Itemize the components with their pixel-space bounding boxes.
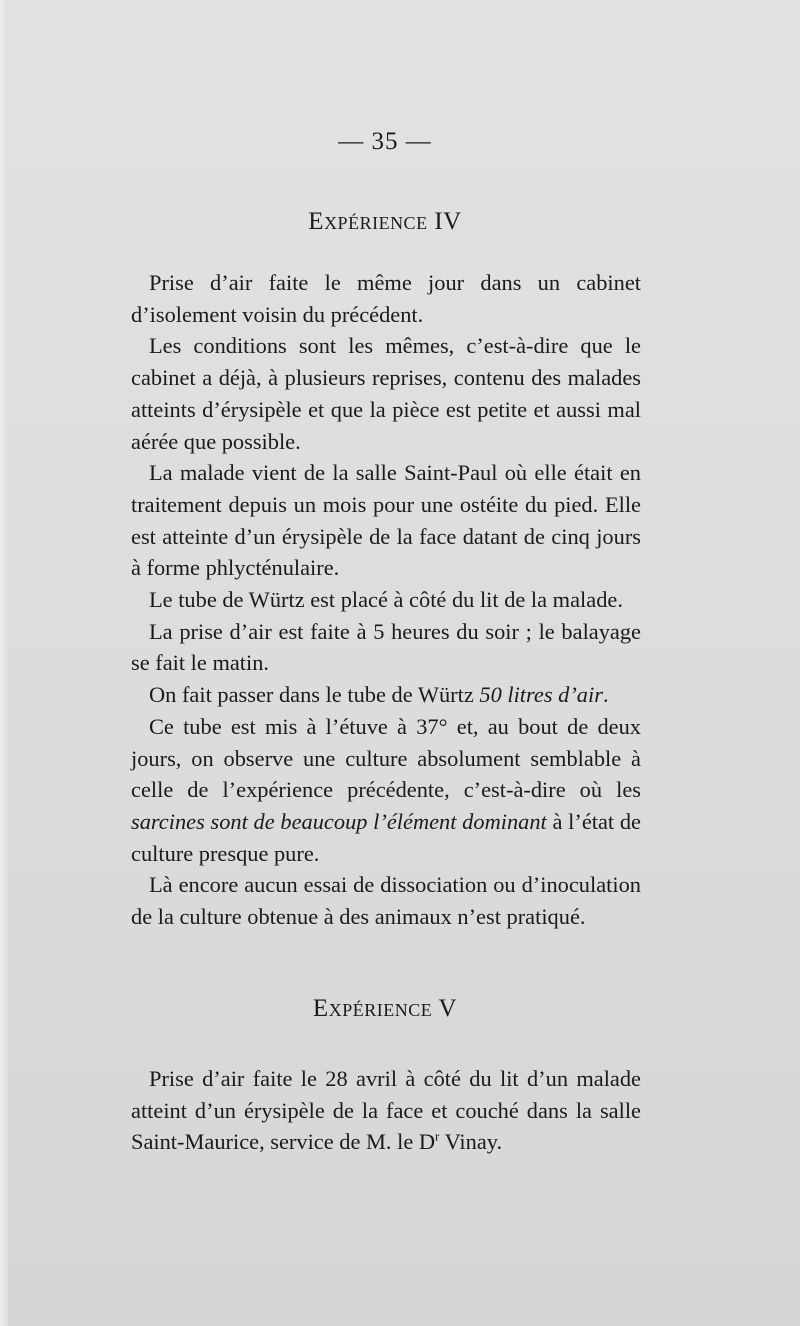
paragraph (131, 1063, 641, 1158)
heading-initial: E (312, 995, 329, 1022)
page-number: — 35 — (338, 128, 432, 155)
superscript: r (435, 1128, 440, 1144)
page-edge (0, 0, 8, 1326)
paragraph-text: Prise d’air faite le 28 avril à côté du lit d’un malade atteint d’un érysipèle de la face et couché dans la salle Saint-Maurice, service de M. le D (131, 1066, 641, 1155)
italic-text: 50 litres d’air (479, 682, 603, 708)
paragraph-text: Vinay. (439, 1129, 503, 1155)
paragraph-text: On fait passer dans le tube de Würtz (149, 682, 480, 708)
paragraph: Les conditions sont les mêmes, c’est-à-dire que le cabinet a déjà, à plusieurs reprises, contenu des malades atteints d’érysipèle et que la pièce est petite et aussi mal aérée que possible. (131, 333, 641, 454)
heading-initial: E (308, 208, 325, 235)
paragraph: La prise d’air est faite à 5 heures du soir ; le balayage se fait le matin. (131, 618, 641, 676)
heading-small-caps: XPÉRIENCE (328, 1000, 433, 1020)
paragraph-text: . (602, 682, 609, 708)
paragraph (131, 679, 641, 711)
section-body-experience-iv (131, 267, 641, 933)
paragraph: Là encore aucun essai de dissociation ou d’inoculation de la culture obtenue à des animaux n’est pratiqué. (131, 872, 641, 930)
heading-small-caps: XPÉRIENCE (324, 213, 428, 233)
heading-numeral: V (438, 995, 458, 1022)
paragraph (131, 711, 641, 870)
heading-numeral: IV (434, 208, 462, 235)
paragraph-text: à l’état de culture presque pure. (131, 808, 641, 866)
paragraph: Le tube de Würtz est placé à côté du lit de la malade. (149, 587, 623, 613)
paragraph: La malade vient de la salle Saint-Paul où elle était en traitement depuis un mois pour une ostéite du pied. Elle est atteinte d’un érysipèle de la face datant de cinq jours à forme phlycténulaire. (131, 460, 641, 581)
paragraph: Prise d’air faite le même jour dans un cabinet d’isolement voisin du précédent. (131, 270, 641, 327)
paragraph-text: Ce tube est mis à l’étuve à 37° et, au bout de deux jours, on observe une culture absolument semblable à celle de l’expérience précédente, c’est-à-dire où les (131, 713, 641, 803)
section-heading-experience-v (0, 995, 770, 1023)
italic-text: sarcines sont de beaucoup l’élément dominant (131, 808, 547, 834)
section-body-experience-v (131, 1063, 641, 1158)
section-heading-experience-iv (0, 208, 770, 236)
